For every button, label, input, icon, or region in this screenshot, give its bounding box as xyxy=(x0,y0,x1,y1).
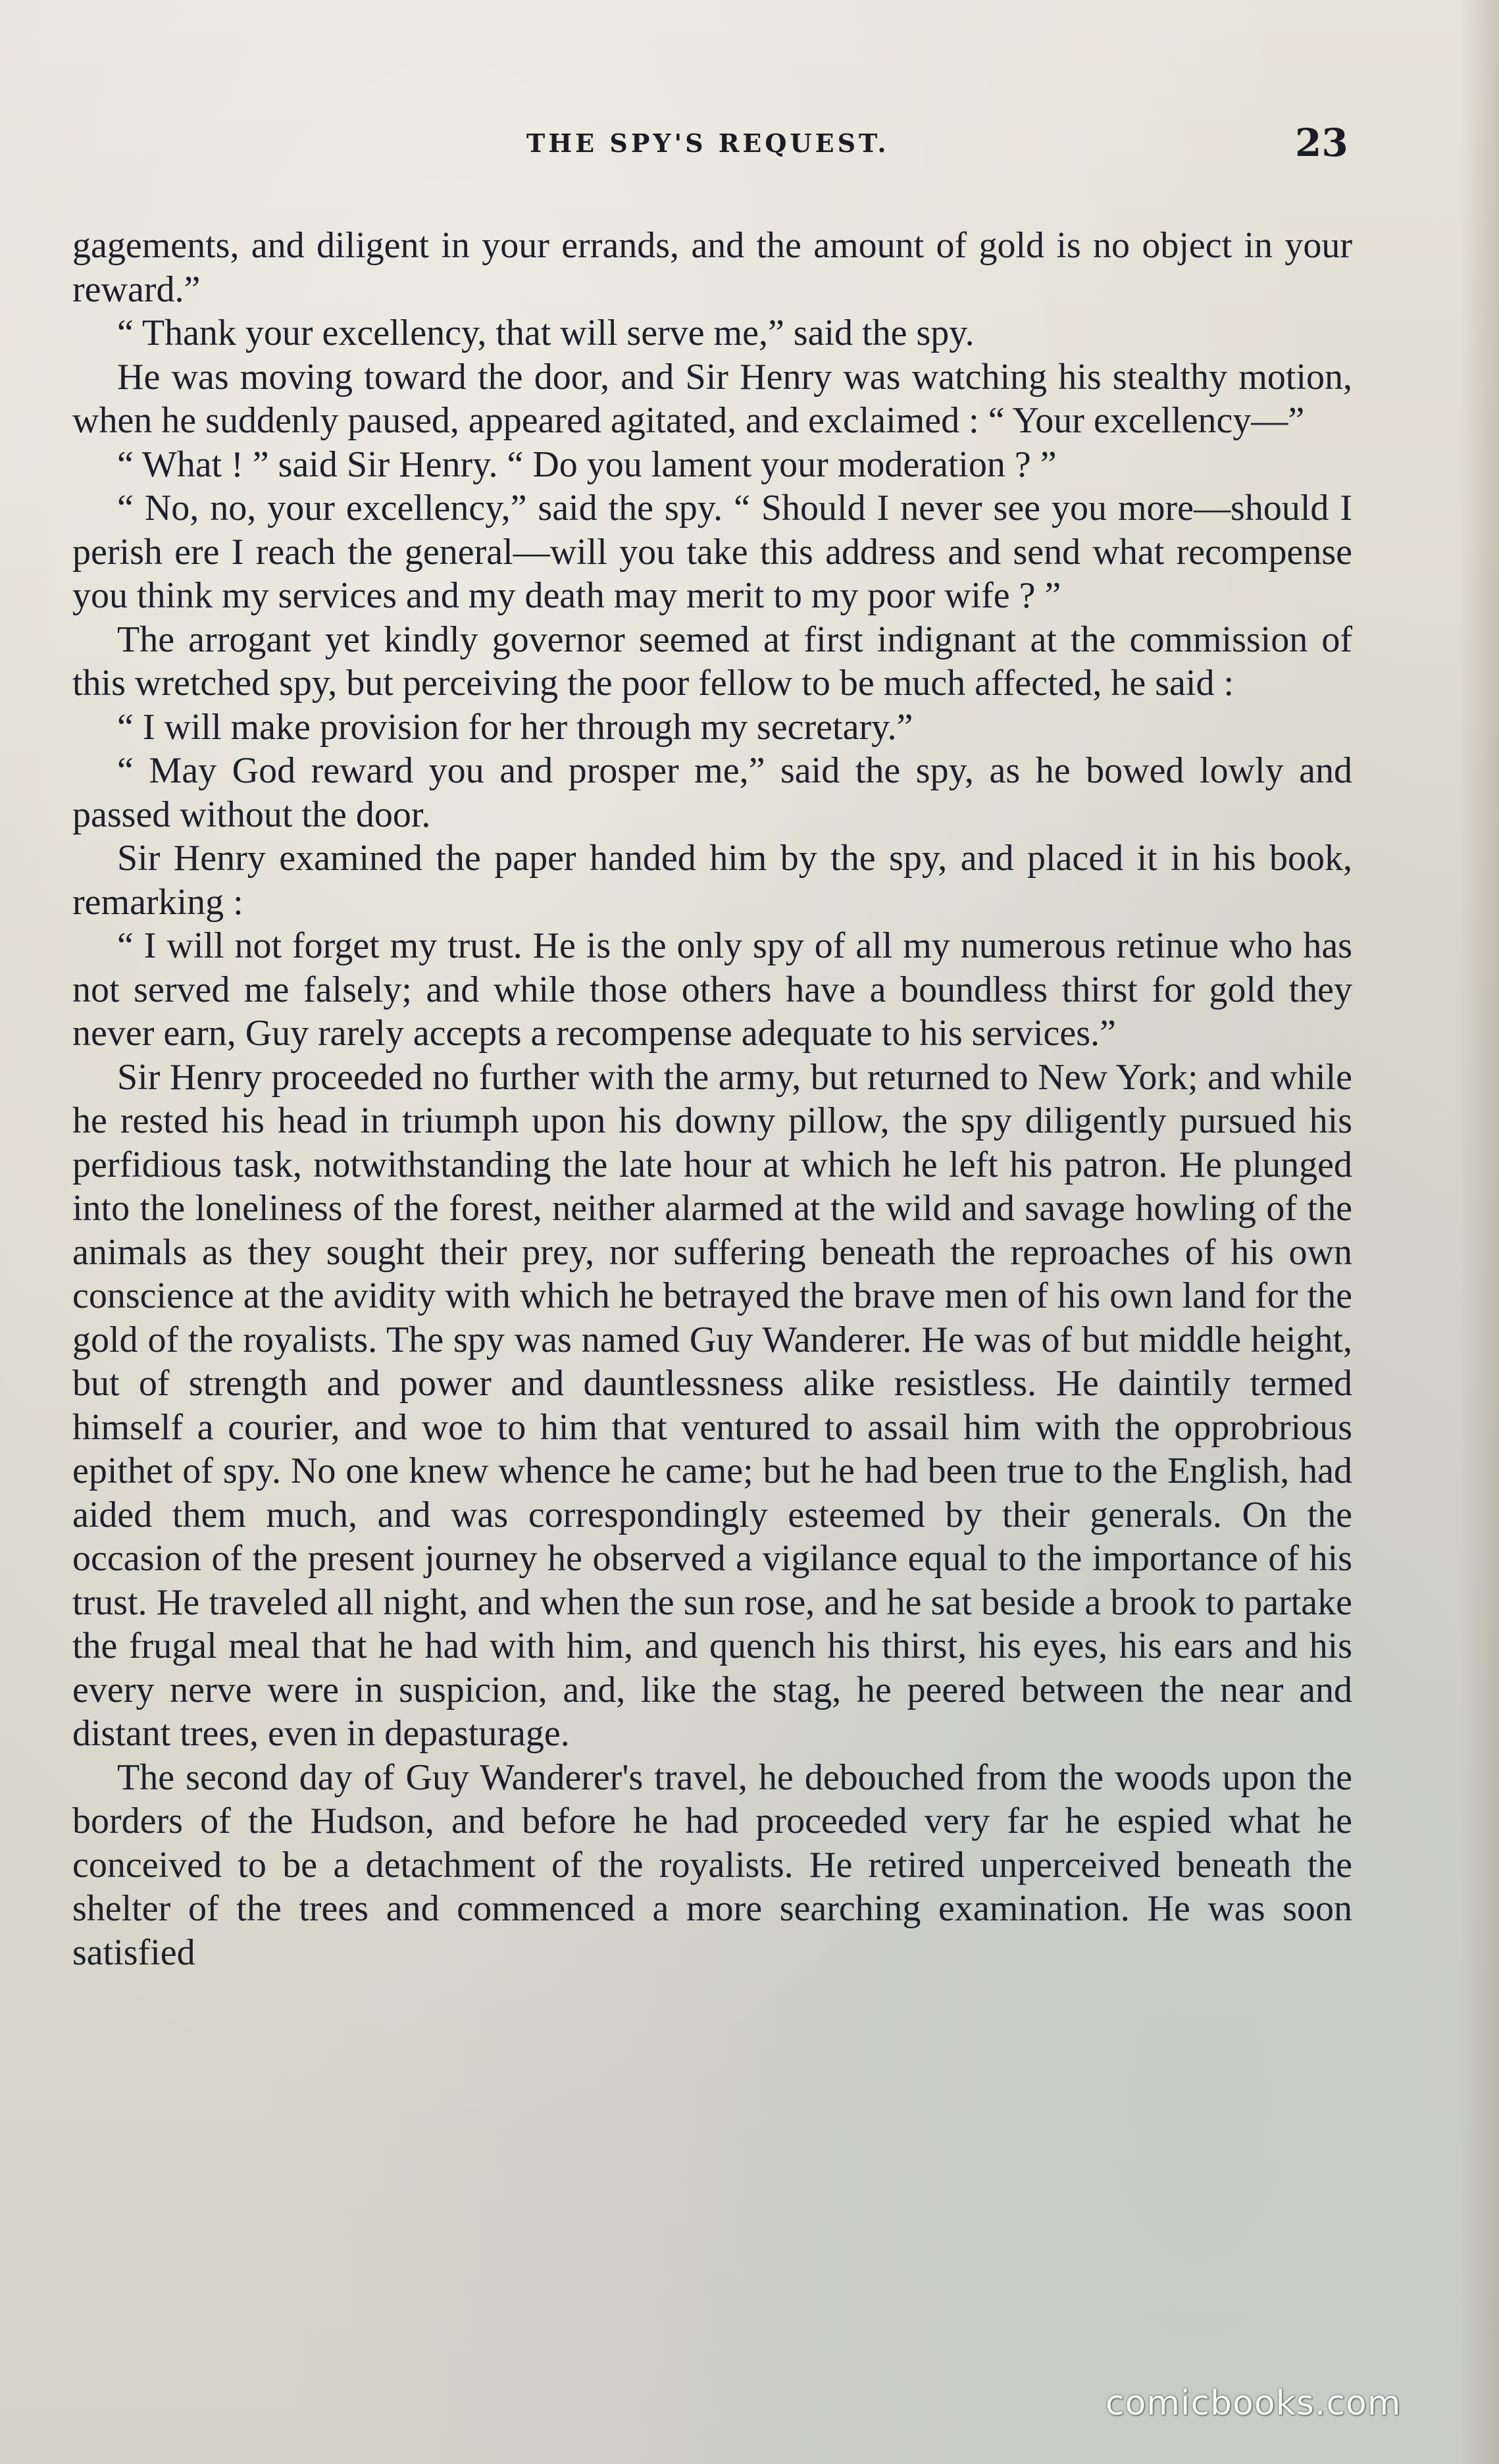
running-head xyxy=(0,120,1499,174)
paragraph: “ I will not forget my trust. He is the only spy of all my numerous retinue who has not served me falsely; and while those others have a boundless thirst for gold they never earn, Guy rarely accepts a recompense adequate to his services.” xyxy=(72,925,1352,1054)
page-edge-shadow xyxy=(1460,0,1499,2464)
paragraph: He was moving toward the door, and Sir Henry was watching his stealthy motion, when he suddenly paused, appeared agitated, and exclaimed : “ Your excellency—” xyxy=(72,356,1352,441)
paragraph: Sir Henry proceeded no further with the army, but returned to New York; and while he rested his head in triumph upon his downy pillow, the spy diligently pursued his perfidious task, notwithstanding the late hour at which he left his patron. He plunged into the loneliness of the forest, neither alarmed at the wild and savage howling of the animals as they sought their prey, nor suffering beneath the reproaches of his own conscience at the avidity with which he betrayed the brave men of his own land for the gold of the royalists. The spy was named Guy Wanderer. He was of but middle height, but of strength and power and dauntlessness alike resistless. He daintily termed himself a courier, and woe to him that ventured to assail him with the opprobrious epithet of spy. No one knew whence he came; but he had been true to the English, had aided them much, and was correspondingly esteemed by their generals. On the occasion of the present journey he observed a vigilance equal to the importance of his trust. He traveled all night, and when the sun rose, and he sat beside a brook to partake the frugal meal that he had with him, and quench his thirst, his eyes, his ears and his every nerve were in suspicion, and, like the stag, he peered between the near and distant trees, even in depasturage. xyxy=(72,1056,1352,1754)
paragraph: Sir Henry examined the paper handed him by the spy, and placed it in his book, remarking : xyxy=(72,838,1352,923)
paragraph: The arrogant yet kindly governor seemed at first indignant at the commission of this wretched spy, but perceiving the poor fellow to be much affected, he said : xyxy=(72,619,1352,704)
page-number: 23 xyxy=(1295,120,1348,165)
paragraph: “ Thank your excellency, that will serve me,” said the spy. xyxy=(117,313,975,353)
site-watermark: comicbooks.com xyxy=(1105,2384,1402,2423)
paragraph: The second day of Guy Wanderer's travel, he debouched from the woods upon the borders of the Hudson, and before he had proceeded very far he espied what he conceived to be a detachment of the royalists. He retired unperceived beneath the shelter of the trees and commenced a more searching examination. He was soon satisfied xyxy=(72,1757,1352,1973)
body-text xyxy=(72,224,1352,1974)
paragraph: “ I will make provision for her through my secretary.” xyxy=(117,706,913,748)
paragraph: “ No, no, your excellency,” said the spy. “ Should I never see you more—should I perish ere I reach the general—will you take this address and send what recompense you think my services and my death may merit to my poor wife ? ” xyxy=(72,488,1352,616)
paragraph: “ May God reward you and prosper me,” said the spy, as he bowed lowly and passed without the door. xyxy=(72,750,1352,835)
running-head-title: THE SPY'S REQUEST. xyxy=(526,128,890,158)
paragraph: gagements, and diligent in your errands, and the amount of gold is no object in your reward.” xyxy=(72,225,1352,310)
paragraph: “ What ! ” said Sir Henry. “ Do you lament your moderation ? ” xyxy=(117,444,1057,485)
